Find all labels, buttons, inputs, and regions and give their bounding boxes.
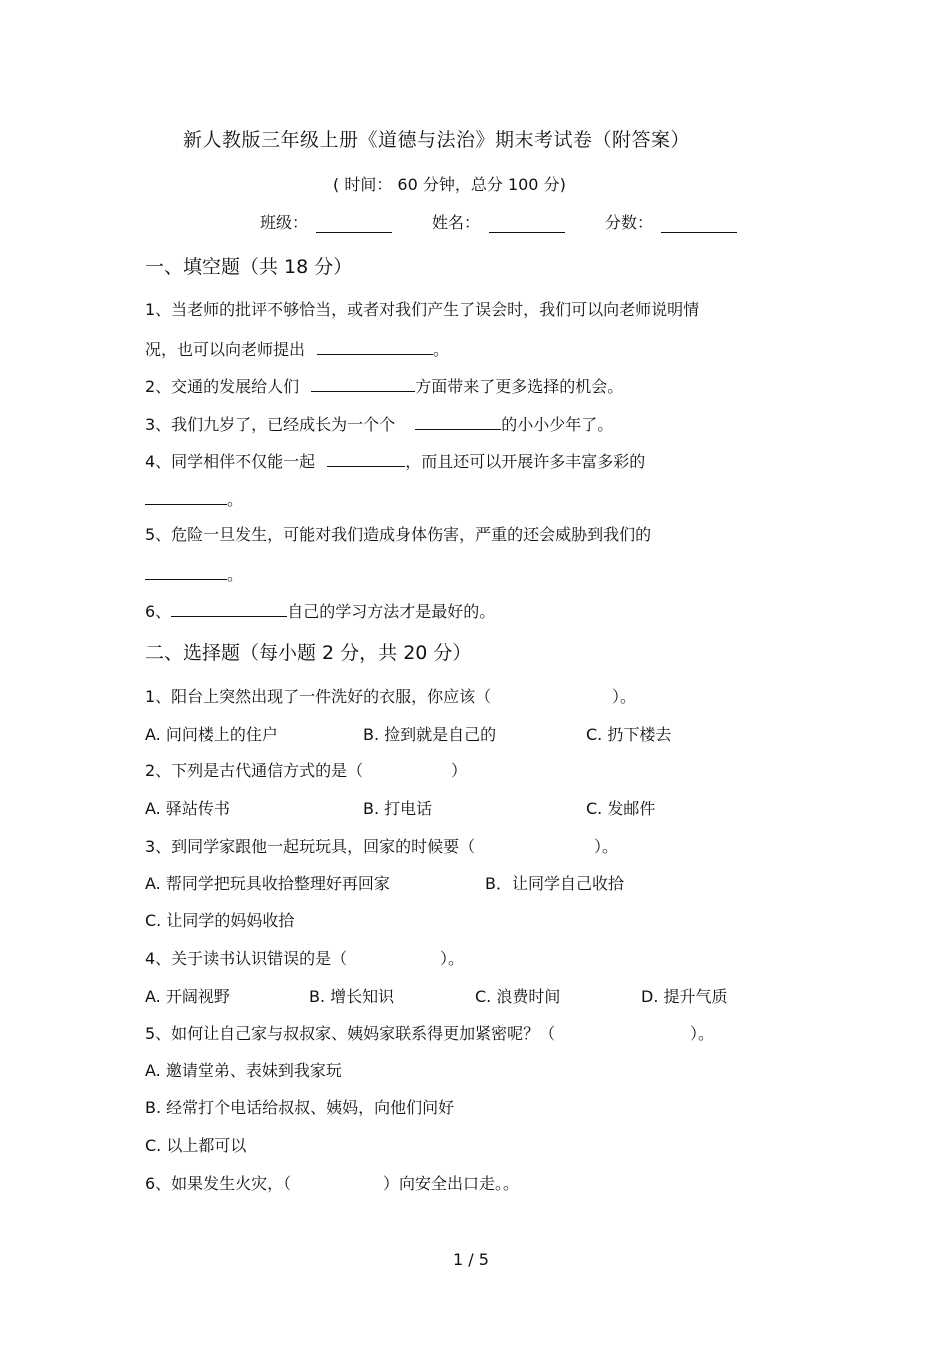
mc-q5-option-c[interactable]: C. 以上都可以 [145,1136,247,1155]
fill-q1-line2 [145,340,449,358]
fill-q5-line1: 5、危险一旦发生，可能对我们造成身体伤害，严重的还会威胁到我们的 [145,525,652,544]
fill-q4-blank1[interactable] [327,452,405,467]
fill-q6-text-end: 自己的学习方法才是最好的。 [287,602,496,621]
mc-q3-option-a[interactable]: A. 帮同学把玩具收拾整理好再回家 [145,874,390,893]
name-label: 姓名： [432,213,481,232]
fill-q1-end: 。 [433,340,450,359]
fill-q3-text-end: 的小小少年了。 [501,415,614,434]
fill-q6-text: 6、 [145,602,172,621]
fill-q1-text: 况，也可以向老师提出 [145,340,306,359]
mc-q4-option-c[interactable]: C. 浪费时间 [475,987,561,1006]
fill-q1-blank[interactable] [317,340,433,355]
mc-q1-option-a[interactable]: A. 问问楼上的住户 [145,725,278,744]
fill-q1-line1: 1、当老师的批评不够恰当，或者对我们产生了误会时，我们可以向老师说明情 [145,300,700,319]
section-heading-fill-blank: 一、填空题（共 18 分） [145,256,353,278]
mc-q1-option-b[interactable]: B. 捡到就是自己的 [363,725,497,744]
fill-q5-end: 。 [227,565,244,584]
fill-q2-blank[interactable] [311,377,415,392]
mc-q4-option-d[interactable]: D. 提升气质 [641,987,728,1006]
mc-q2-option-b[interactable]: B. 打电话 [363,799,433,818]
fill-q6-blank[interactable] [171,602,287,617]
fill-q4-end: 。 [227,490,244,509]
fill-q4-line1 [145,452,645,470]
fill-q4-blank2[interactable] [145,490,227,505]
mc-q4-option-b[interactable]: B. 增长知识 [309,987,395,1006]
page-number: 1 / 5 [453,1250,489,1269]
fill-q4-text: 4、同学相伴不仅能一起 [145,452,316,471]
mc-q1-close: ）。 [612,687,637,706]
score-label: 分数： [605,213,654,232]
fill-q5-line2 [145,565,243,583]
mc-q1: 1、阳台上突然出现了一件洗好的衣服，你应该（ [145,687,492,706]
fill-q4-text-mid: ，而且还可以开展许多丰富多彩的 [405,452,646,471]
section-heading-multiple-choice: 二、选择题（每小题 2 分，共 20 分） [145,642,472,664]
fill-q2-text-end: 方面带来了更多选择的机会。 [415,377,624,396]
mc-q6-close: ）向安全出口走。。 [383,1174,520,1193]
mc-q3-close: ）。 [594,837,619,856]
mc-q3-option-c[interactable]: C. 让同学的妈妈收拾 [145,911,295,930]
mc-q4: 4、关于读书认识错误的是（ [145,949,348,968]
mc-q2-option-a[interactable]: A. 驿站传书 [145,799,230,818]
fill-q3-text: 3、我们九岁了，已经成长为一个个 [145,415,396,434]
exam-meta: ( 时间： 60 分钟，总分 100 分) [333,175,566,194]
fill-q4-line2 [145,490,243,508]
mc-q5: 5、如何让自己家与叔叔家、姨妈家联系得更加紧密呢？（ [145,1024,556,1043]
fill-q2 [145,377,623,395]
mc-q4-option-a[interactable]: A. 开阔视野 [145,987,230,1006]
mc-q2-option-c[interactable]: C. 发邮件 [586,799,656,818]
mc-q2-close: ） [451,761,468,780]
fill-q2-text: 2、交通的发展给人们 [145,377,300,396]
mc-q5-close: ）。 [690,1024,715,1043]
mc-q1-option-c[interactable]: C. 扔下楼去 [586,725,672,744]
name-blank[interactable] [489,218,565,233]
mc-q3: 3、到同学家跟他一起玩玩具，回家的时候要（ [145,837,476,856]
class-blank[interactable] [316,218,392,233]
page-title: 新人教版三年级上册《道德与法治》期末考试卷（附答案） [183,129,691,151]
mc-q6: 6、如果发生火灾，（ [145,1174,292,1193]
fill-q3 [145,415,613,433]
fill-q5-blank[interactable] [145,565,227,580]
mc-q5-option-b[interactable]: B. 经常打个电话给叔叔、姨妈，向他们问好 [145,1098,455,1117]
fill-q6 [145,602,495,620]
mc-q5-option-a[interactable]: A. 邀请堂弟、表妹到我家玩 [145,1061,342,1080]
mc-q2: 2、下列是古代通信方式的是（ [145,761,364,780]
mc-q4-close: ）。 [440,949,465,968]
mc-q3-option-b[interactable]: B．让同学自己收拾 [485,874,624,893]
class-label: 班级： [260,213,309,232]
score-blank[interactable] [661,218,737,233]
fill-q3-blank[interactable] [415,415,501,430]
